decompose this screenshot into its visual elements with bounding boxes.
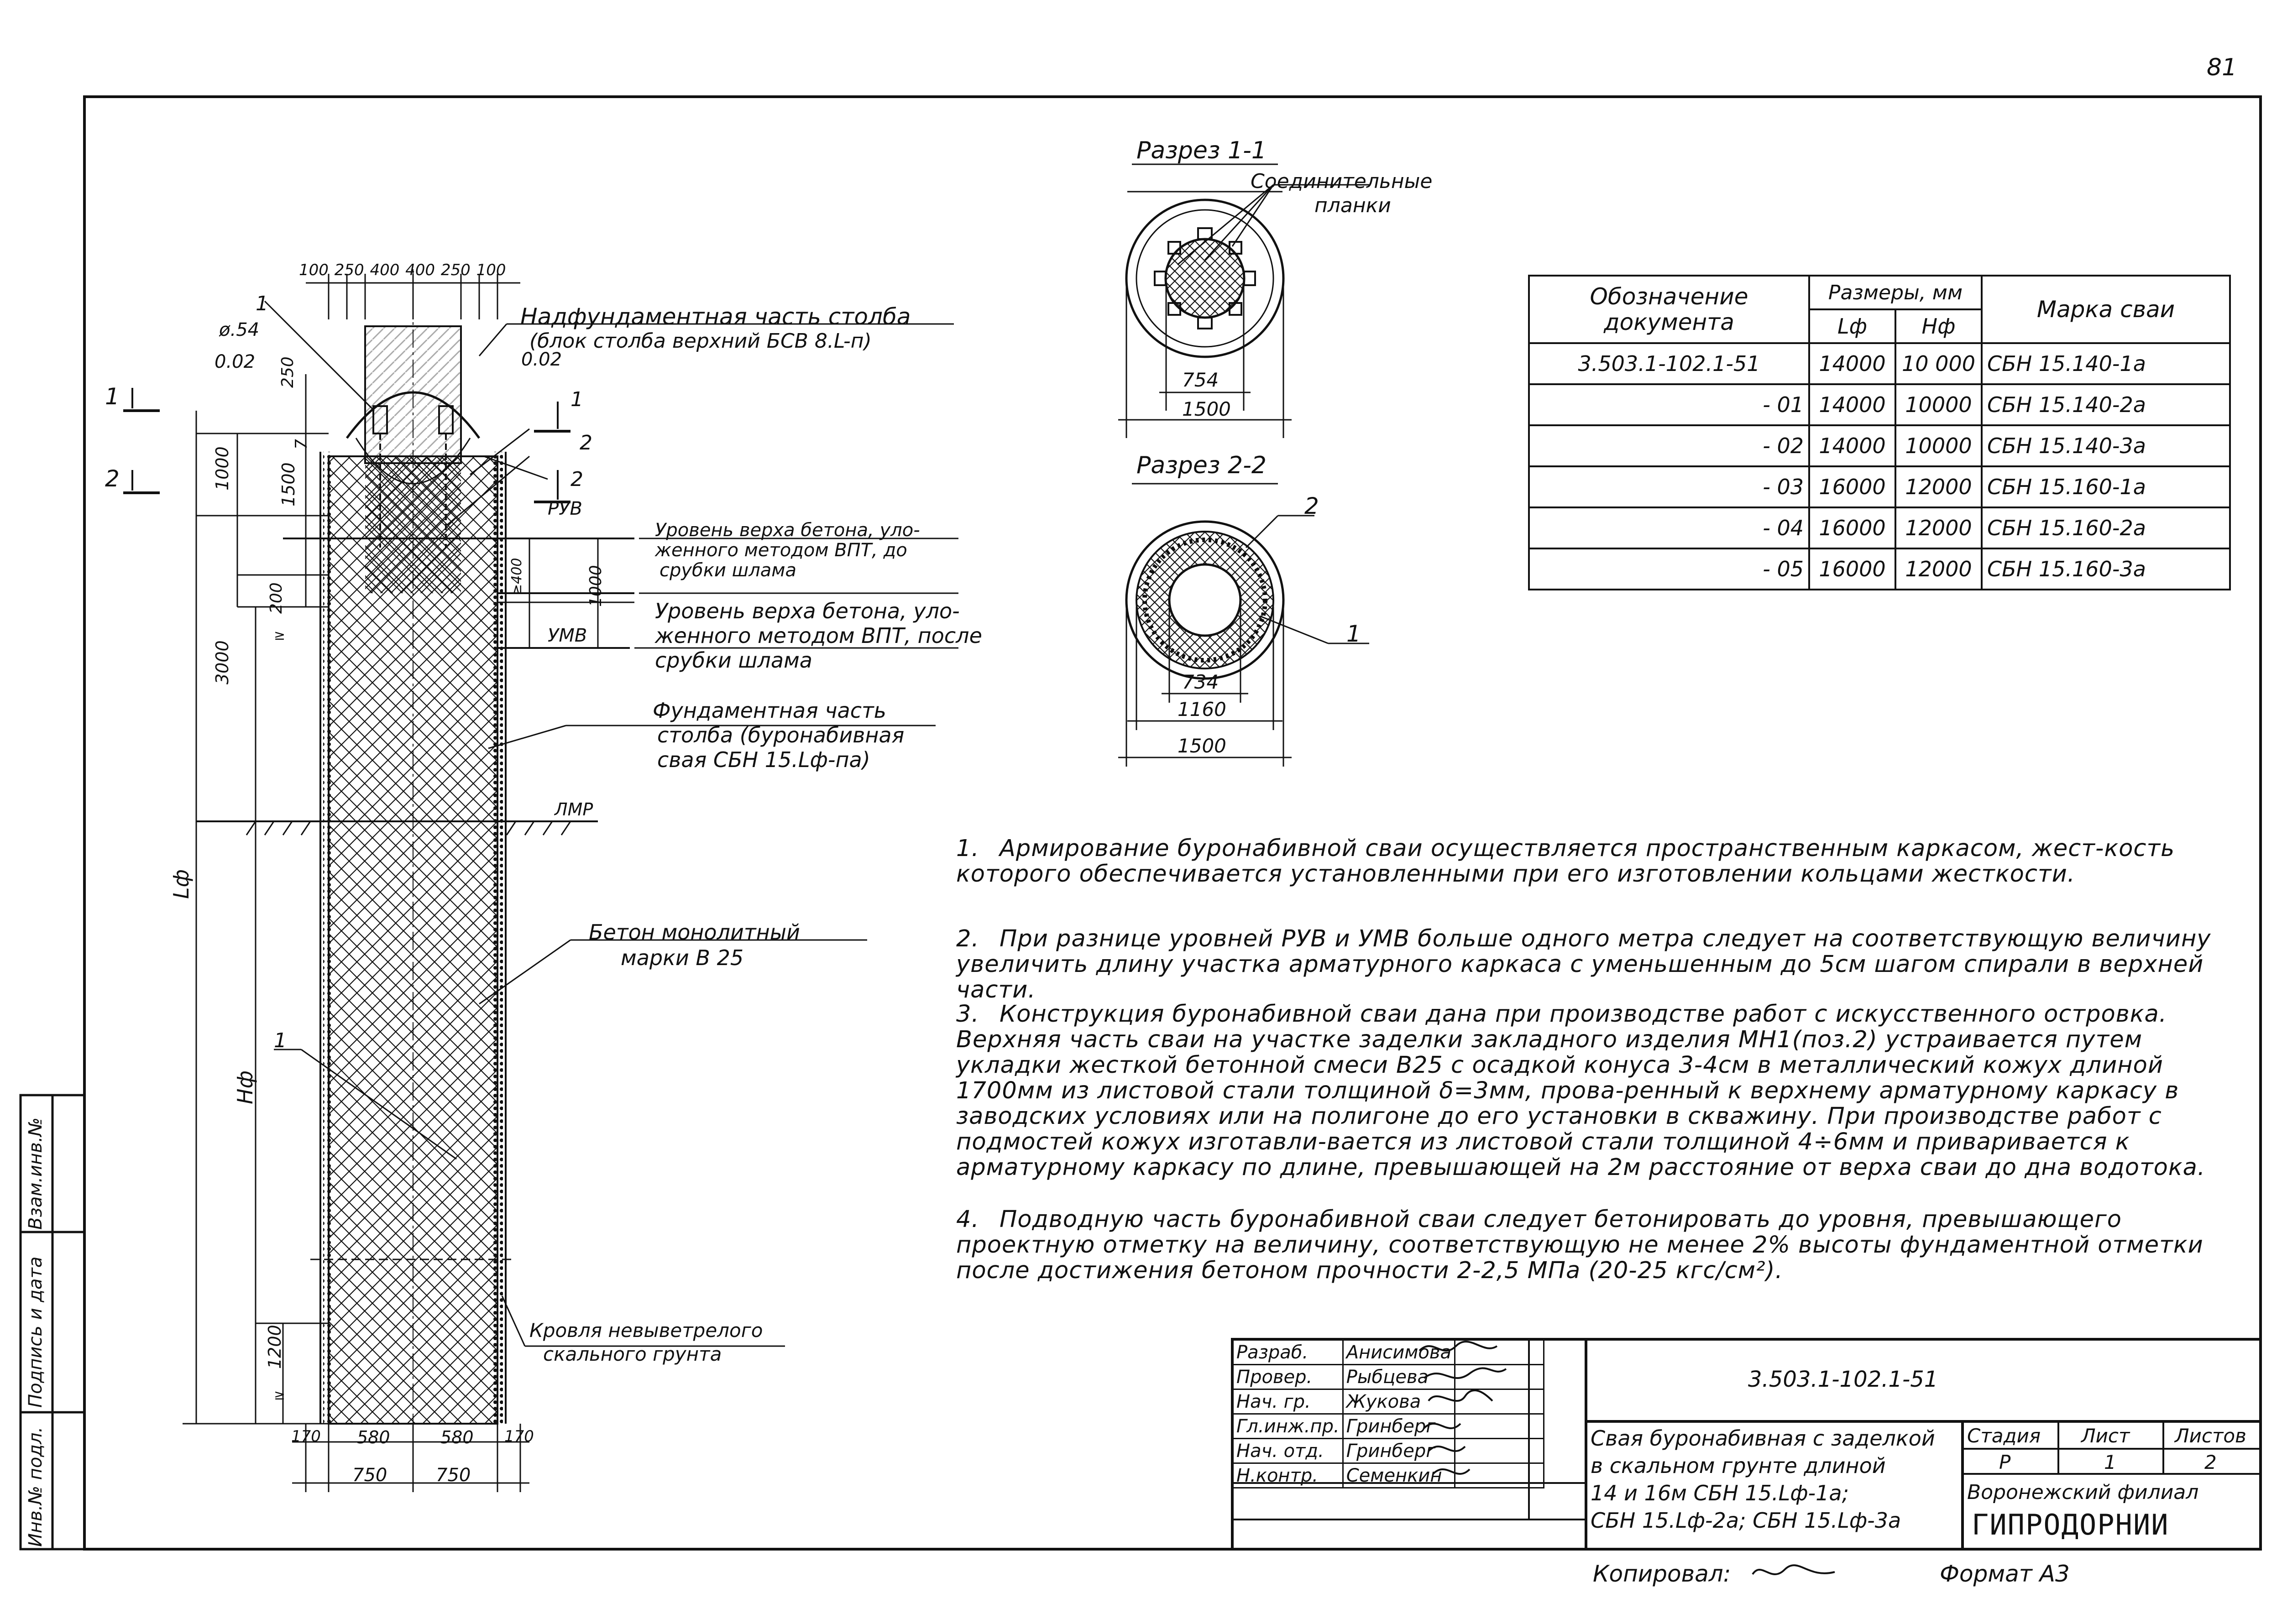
signatures-drawing — [1415, 1337, 1543, 1492]
bottom-dim-750-left: 750 — [352, 1465, 387, 1486]
dim-hf: Hф — [233, 1070, 257, 1104]
title-block-doc-code: 3.503.1-102.1-51 — [1748, 1367, 1938, 1392]
elev-callout-1b: 1 — [274, 1029, 287, 1052]
bottom-dim-580-right: 580 — [440, 1427, 474, 1447]
section-2-2-figure — [1118, 484, 1369, 767]
footer-format: Формат А3 — [1940, 1561, 2070, 1587]
level-umv: УМВ — [548, 625, 587, 646]
copied-signature — [1748, 1556, 1839, 1588]
stage-value: Р — [1999, 1451, 2011, 1473]
section-mark-1-left: 1 — [105, 383, 120, 410]
elev-dia: ø.54 — [219, 319, 260, 340]
section-1-1-dim-inner: 754 — [1182, 369, 1219, 391]
elev-label-top-2: (блок столба верхний БСВ 8.L-п) — [529, 329, 872, 353]
spec-header-doc-line1: Обозначение — [1590, 283, 1748, 310]
dim-lf: Lф — [169, 869, 194, 899]
spec-row: - 05 16000 12000 СБН 15.160-3а — [1529, 548, 2230, 590]
section-1-1-dim-outer: 1500 — [1182, 398, 1231, 420]
side-stamp-repl: Взам.инв.№ — [25, 1117, 46, 1230]
dim-1200: 1200 — [265, 1325, 285, 1369]
section-1-1-callout-line1: Соединительные — [1251, 170, 1433, 193]
signature-row: Разраб. Анисимова — [1233, 1340, 1544, 1365]
rock-roof-label: Кровля невыветрелого скального грунта — [529, 1319, 763, 1365]
level-1-label: Уровень верха бетона, уло- женного методом ВПТ, до срубки шлама — [655, 520, 920, 581]
section-2-2-dim-inner: 734 — [1182, 671, 1219, 693]
spec-row: - 01 14000 10000 СБН 15.140-2а — [1529, 384, 2230, 425]
section-1-1-title: Разрез 1-1 — [1136, 137, 1267, 164]
pile-elevation — [123, 269, 958, 1492]
cage-right-dots — [493, 452, 503, 1424]
note-1: 1. Армирование буронабивной сваи осуществляется пространственным каркасом, жест-кость которого обеспечивается установленными при его изготовлении кольцами жесткости. — [956, 835, 2175, 888]
page-number: 81 — [2207, 54, 2237, 81]
level-2-label: Уровень верха бетона, уло- женного методом ВПТ, после срубки шлама — [655, 599, 982, 673]
spec-row: - 04 16000 12000 СБН 15.160-2а — [1529, 507, 2230, 548]
dim-200b: ≥ — [274, 627, 286, 643]
sheets-label: Листов — [2175, 1425, 2246, 1447]
level-ruv: РУВ — [548, 498, 582, 519]
stage-label: Стадия — [1967, 1425, 2041, 1447]
section-mark-2-left: 2 — [105, 465, 120, 492]
org-name-2: ГИПРОДОРНИИ — [1972, 1508, 2169, 1541]
cage-left-dots — [323, 452, 333, 1424]
bottom-dim-750-right: 750 — [436, 1465, 471, 1486]
spec-header-lf: Lф — [1809, 309, 1895, 343]
dim-400: ≥400 — [509, 558, 525, 595]
note-3: 3. Конструкция буронабивной сваи дана при производстве работ с искусственного островка. Верхняя часть сваи на участке заделки закладного изделия МН1(поз.2) устраивается путем укладки жесткой бетонной смеси В25 с осадкой конуса 3-4см в металлический кожух длиной 1700мм из листовой стали толщиной δ=3мм, прова-ренный к верхнему арматурному каркасу в заводских условиях или на полигоне до его установки в скважину. При производстве работ с подмостей кожух изготавли-вается из листовой стали толщиной 4÷6мм и приваривается к арматурному каркасу по длине, превышающей на 2м расстояние от верха сваи до дна водотока. — [956, 1001, 2206, 1181]
dim-250: 250 — [278, 356, 297, 388]
spec-header-doc — [1529, 276, 1809, 343]
side-stamp-sign: Подпись и дата — [25, 1256, 46, 1408]
spec-row: - 03 16000 12000 СБН 15.160-1а — [1529, 466, 2230, 507]
sheet-label: Лист — [2081, 1425, 2130, 1447]
elev-callout-2: 2 — [580, 431, 592, 454]
signature-row: Нач. отд. Гринберг — [1233, 1439, 1544, 1463]
concrete-label: Бетон монолитный марки В 25 — [589, 920, 800, 970]
section-2-2-dim-mid: 1160 — [1178, 698, 1226, 721]
bottom-dim-580-left: 580 — [357, 1427, 390, 1447]
org-name: Воронежский филиал — [1967, 1481, 2199, 1504]
section-mark-1-right: 1 — [570, 388, 583, 411]
top-dim-row: 100 250 400 400 250 100 — [299, 261, 506, 279]
title-block-title: Свая буронабивная с заделкой в скальном грунте длиной 14 и 16м СБН 15.Lф-1а; СБН 15.Lф-2а; СБН 15.Lф-3а — [1591, 1426, 1935, 1533]
section-mark-2-right: 2 — [570, 468, 583, 491]
spec-header-sizes: Размеры, мм — [1809, 276, 1982, 309]
elev-label-top-1: Надфундаментная часть столба — [520, 303, 911, 330]
spec-header-doc-line2: документа — [1604, 309, 1734, 335]
dim-3000: 3000 — [212, 640, 232, 684]
signature-row: Н.контр. Семенкин — [1233, 1463, 1544, 1488]
sheet-value: 1 — [2104, 1451, 2116, 1473]
elev-slope-right: 0.02 — [521, 349, 562, 370]
section-1-1-callout-line2: планки — [1314, 194, 1391, 217]
section-2-2-callout-1: 1 — [1346, 621, 1361, 647]
dim-1000: 1000 — [212, 446, 232, 491]
side-stamp-inv: Инв.№ подл. — [25, 1426, 46, 1547]
foundation-label: Фундаментная часть столба (буронабивная свая СБН 15.Lф-па) — [653, 698, 905, 772]
spec-table — [1528, 275, 2231, 590]
note-4: 4. Подводную часть буронабивной сваи следует бетонировать до уровня, превышающего проектную отметку на величину, соответствующую не менее 2% высоты фундаментной отметки после достижения бетоном прочности 2-2,5 МПа (20-25 кгс/см²). — [956, 1206, 2203, 1284]
signature-row: Провер. Рыбцева — [1233, 1365, 1544, 1389]
dim-1000b: 1000 — [586, 565, 605, 607]
footer-copied: Копировал: — [1593, 1561, 1731, 1587]
section-2-2-title: Разрез 2-2 — [1136, 452, 1267, 479]
bottom-dim-170-right: 170 — [504, 1427, 534, 1446]
spec-row: - 02 14000 10000 СБН 15.140-3а — [1529, 425, 2230, 466]
sheets-value: 2 — [2204, 1451, 2217, 1473]
section-2-2-callout-2: 2 — [1304, 493, 1319, 519]
dim-1200b: ≥ — [274, 1387, 286, 1403]
section-2-2-dim-outer: 1500 — [1178, 735, 1226, 757]
spec-header-mark: Марка сваи — [1982, 276, 2230, 343]
dim-200: 200 — [267, 582, 286, 614]
spec-header-hf: Hф — [1895, 309, 1982, 343]
signature-row: Нач. гр. Жукова — [1233, 1389, 1544, 1414]
spec-row: 3.503.1-102.1-51 14000 10 000 СБН 15.140-1а — [1529, 343, 2230, 384]
bottom-dim-170-left: 170 — [291, 1427, 321, 1446]
dim-1500: 1500 — [278, 462, 298, 507]
note-2: 2. При разнице уровней РУВ и УМВ больше одного метра следует на соответствующую величину увеличить длину участка арматурного каркаса с уменьшенным до 5см шагом спирали в верхней части. — [956, 925, 2211, 1003]
elev-callout-1: 1 — [256, 292, 268, 315]
elev-slope-left: 0.02 — [215, 351, 256, 372]
level-lmr: ЛМР — [555, 799, 593, 820]
signature-row: Гл.инж.пр. Гринберг — [1233, 1414, 1544, 1439]
dim-7: 7 — [292, 439, 311, 449]
